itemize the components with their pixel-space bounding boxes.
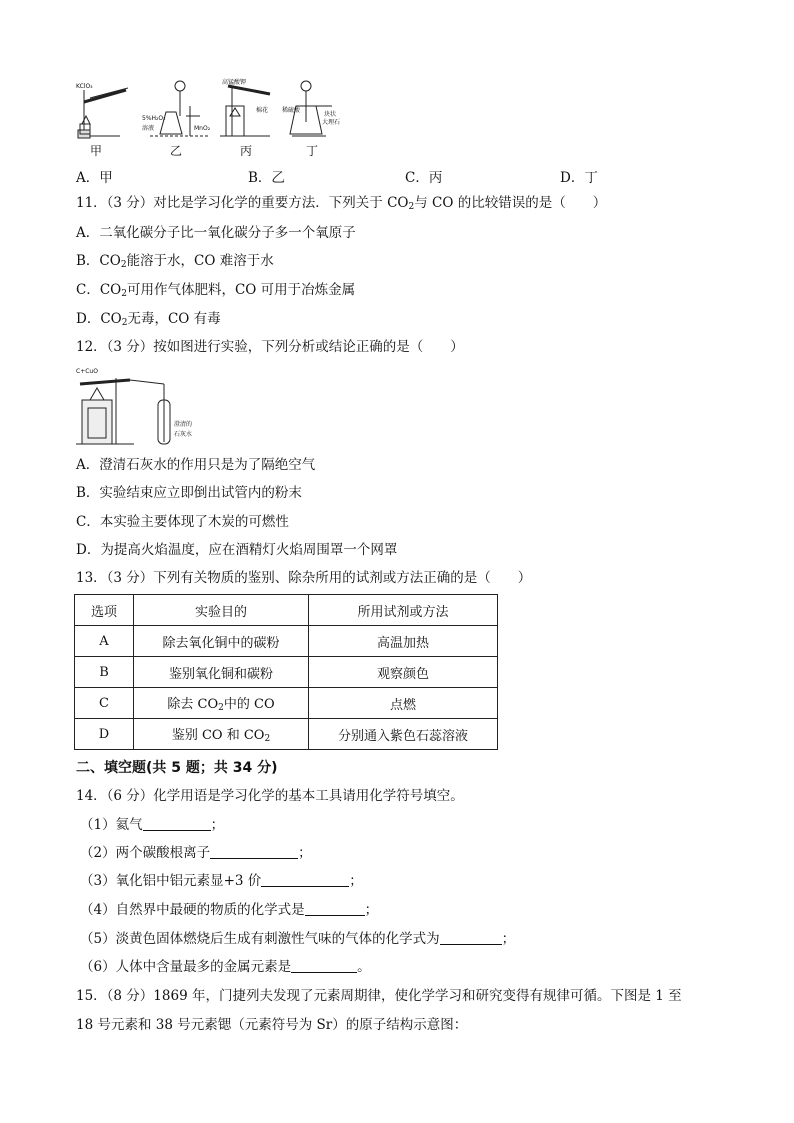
q10-option-c: C．丙 bbox=[405, 170, 443, 186]
table-cell: D bbox=[75, 719, 134, 750]
q14-item-6: （6）人体中含量最多的金属元素是 。 bbox=[80, 959, 371, 975]
q13-stem: 13．（3 分）下列有关物质的鉴别、除杂所用的试剂或方法正确的是（ ） bbox=[76, 570, 532, 586]
q10-option-a: A．甲 bbox=[76, 170, 113, 186]
q11-option-b: B．$CO_2$能溶于水，CO 难溶于水 bbox=[76, 253, 274, 270]
table-row bbox=[75, 688, 498, 719]
table-cell: A bbox=[75, 626, 134, 657]
q15-line-1: 15．（8 分）1869 年，门捷列夫发现了元素周期律，使化学学习和研究变得有规律可循。下图是 1 至 bbox=[76, 988, 682, 1004]
answer-blank[interactable] bbox=[210, 845, 298, 859]
label-cotton: 棉花 bbox=[256, 107, 269, 114]
q11-stem: 11．（3 分）对比是学习化学的重要方法．下列关于 $CO_2$与 CO 的比较错误的是（ ） bbox=[76, 195, 607, 212]
table-cell: 观察颜色 bbox=[309, 657, 498, 688]
q15-line-2: 18 号元素和 38 号元素锶（元素符号为 Sr）的原子结构示意图： bbox=[76, 1017, 468, 1033]
caption-bing: 丙 bbox=[240, 144, 253, 158]
table-cell: C bbox=[75, 688, 134, 719]
table-cell: B bbox=[75, 657, 134, 688]
q14-stem: 14．（6 分）化学用语是学习化学的基本工具请用化学符号填空。 bbox=[76, 788, 464, 804]
table-cell: 点燃 bbox=[309, 688, 498, 719]
q14-item-4: （4）自然界中最硬的物质的化学式是 ； bbox=[80, 902, 379, 918]
section-title: 二、填空题(共 5 题；共 34 分) bbox=[76, 760, 278, 776]
caption-ding: 丁 bbox=[306, 144, 319, 158]
carbon-reduction-apparatus bbox=[74, 364, 224, 448]
table-row bbox=[75, 719, 498, 750]
table-cell: 鉴别氧化铜和碳粉 bbox=[134, 657, 309, 688]
answer-blank[interactable] bbox=[291, 959, 357, 973]
table-cell: 高温加热 bbox=[309, 626, 498, 657]
q12-option-d: D．为提高火焰温度，应在酒精灯火焰周围罩一个网罩 bbox=[76, 542, 398, 558]
label-h2o2: 5%H₂O₂ bbox=[142, 115, 166, 122]
label-limewater: 石灰水 bbox=[174, 431, 193, 438]
q11-option-d: D．$CO_2$无毒，CO 有毒 bbox=[76, 311, 221, 328]
label-dilute-acid: 稀硫酸 bbox=[282, 107, 301, 114]
answer-blank[interactable] bbox=[143, 817, 211, 831]
caption-jia: 甲 bbox=[90, 144, 103, 158]
label-mno2: MnO₂ bbox=[194, 125, 211, 132]
table-header: 选项 bbox=[75, 595, 134, 626]
q12-option-c: C．本实验主要体现了木炭的可燃性 bbox=[76, 514, 289, 530]
table-cell: 鉴别 CO 和 $CO_2$ bbox=[134, 719, 309, 750]
q12-option-b: B．实验结束应立即倒出试管内的粉末 bbox=[76, 485, 302, 501]
q12-option-a: A．澄清石灰水的作用只是为了隔绝空气 bbox=[76, 457, 316, 473]
q14-item-2: （2）两个碳酸根离子 ； bbox=[80, 845, 312, 861]
q14-item-5: （5）淡黄色固体燃烧后生成有刺激性气味的气体的化学式为 ； bbox=[80, 931, 516, 947]
q10-option-b: B．乙 bbox=[248, 170, 285, 186]
table-cell: 除去 $CO_2$中的 CO bbox=[134, 688, 309, 719]
label-c-cuo: C+CuO bbox=[76, 368, 98, 375]
label-lump: 块状 bbox=[324, 111, 337, 118]
q11-option-a: A．二氧化碳分子比一氧化碳分子多一个氧原子 bbox=[76, 225, 356, 241]
table-row bbox=[75, 657, 498, 688]
table-header-row bbox=[75, 595, 498, 626]
q12-apparatus-figure bbox=[74, 364, 224, 448]
table-header: 实验目的 bbox=[134, 595, 309, 626]
label-clear: 澄清的 bbox=[174, 421, 193, 428]
q14-item-3: （3）氧化铝中铝元素显+3 价 ； bbox=[80, 873, 363, 889]
caption-yi: 乙 bbox=[170, 144, 183, 158]
answer-blank[interactable] bbox=[305, 902, 365, 916]
answer-blank[interactable] bbox=[440, 931, 502, 945]
label-marble: 大理石 bbox=[322, 119, 341, 126]
table-row bbox=[75, 626, 498, 657]
q13-table bbox=[74, 594, 498, 750]
q10-option-d: D．丁 bbox=[560, 170, 598, 186]
q11-option-c: C．$CO_2$可用作气体肥料，CO 可用于冶炼金属 bbox=[76, 282, 356, 299]
answer-blank[interactable] bbox=[261, 873, 349, 887]
table-cell: 分别通入紫色石蕊溶液 bbox=[309, 719, 498, 750]
q14-item-1: （1）氦气 ； bbox=[80, 817, 225, 833]
label-kclo3: KClO₃ bbox=[76, 83, 93, 90]
table-header: 所用试剂或方法 bbox=[309, 595, 498, 626]
label-solution: 溶液 bbox=[142, 125, 155, 132]
label-kmno4: 高锰酸钾 bbox=[222, 79, 247, 86]
table-cell: 除去氧化铜中的碳粉 bbox=[134, 626, 309, 657]
q12-stem: 12．（3 分）按如图进行实验，下列分析或结论正确的是（ ） bbox=[76, 339, 464, 355]
